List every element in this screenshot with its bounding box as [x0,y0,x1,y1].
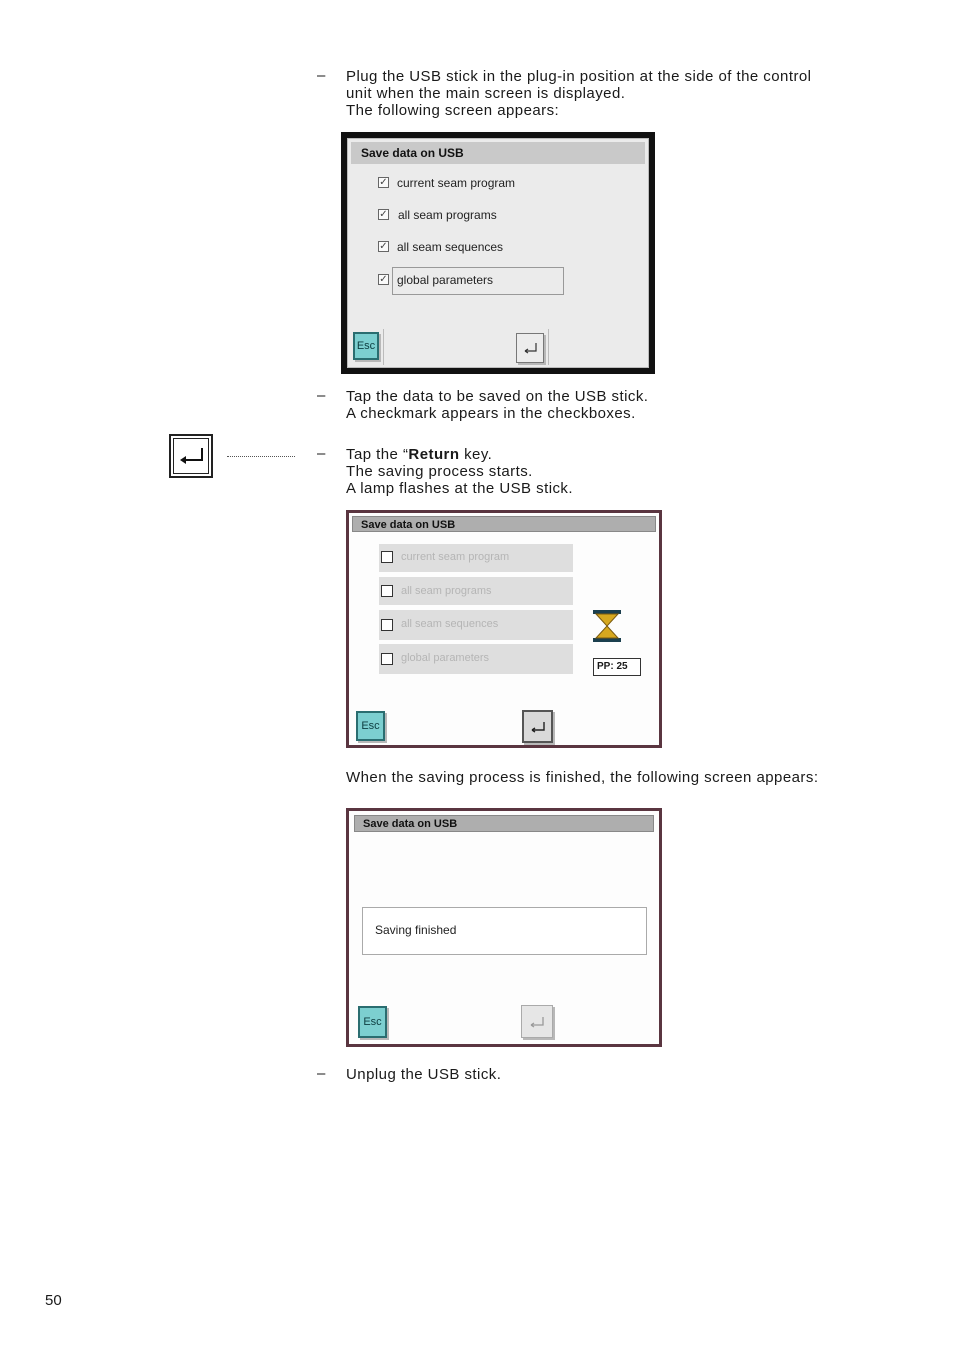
step1-line: unit when the main screen is displayed. [346,85,626,102]
step3-first-line [346,446,573,463]
return-button[interactable] [516,333,544,363]
screen2-title: Save data on USB [352,516,656,532]
step3-dash: – [317,445,326,462]
divider [548,329,549,365]
screenshot-saving-finished [346,808,662,1047]
checkbox-all-seam-sequences[interactable] [381,619,393,631]
step2-line: A checkmark appears in the checkboxes. [346,405,636,422]
return-arrow-icon [524,712,551,741]
esc-button[interactable]: Esc [358,1006,387,1038]
checkbox-all-seam-programs[interactable] [381,585,393,597]
option-label[interactable]: all seam programs [401,585,492,597]
leader-dots [227,446,295,457]
divider [383,329,384,365]
esc-button[interactable]: Esc [353,332,379,360]
message-text: Saving finished [375,923,457,937]
option-label[interactable]: all seam sequences [401,618,499,630]
message-box [362,907,647,955]
pp-counter: PP: 25 [593,658,641,676]
step3-line: The saving process starts. [346,463,533,480]
return-arrow-icon [522,1006,552,1037]
option-label[interactable]: current seam program [401,551,510,563]
option-label[interactable]: current seam program [397,176,516,190]
return-arrow-icon [517,334,543,362]
option-label[interactable]: all seam sequences [397,240,504,254]
screen1-title: Save data on USB [351,142,645,164]
checkbox-all-seam-sequences[interactable]: ✓ [379,241,388,252]
step4-dash: – [317,1065,326,1082]
step3-prefix: Tap the “ [346,446,409,463]
step4-text: Unplug the USB stick. [346,1066,502,1083]
option-label[interactable]: global parameters [401,652,490,664]
step1-dash: – [317,67,326,84]
screen3-title: Save data on USB [354,815,654,832]
checkbox-current-seam-program[interactable] [381,551,393,563]
checkbox-global-parameters[interactable]: ✓ [379,274,388,285]
step3-text [346,446,573,497]
checkbox-all-seam-programs[interactable]: ✓ [379,209,388,220]
return-arrow-icon [171,436,211,476]
finished-note: When the saving process is finished, the following screen appears: [346,769,819,786]
hourglass-icon [591,609,623,643]
step1-line: Plug the USB stick in the plug-in position at the side of the control [346,68,812,85]
option-label[interactable]: all seam programs [398,208,497,222]
page-number: 50 [45,1292,62,1309]
return-button[interactable] [522,710,553,743]
step3-suffix: key. [459,446,493,463]
step3-bold-key: Return [408,446,460,463]
option-label[interactable]: global parameters [397,273,494,287]
step2-text [346,388,648,422]
step1-text [346,68,811,119]
step3-line: A lamp flashes at the USB stick. [346,480,573,497]
step2-line: Tap the data to be saved on the USB stick. [346,388,649,405]
return-key-icon [169,434,213,478]
checkbox-global-parameters[interactable] [381,653,393,665]
screenshot-saving-progress [346,510,662,748]
return-button-disabled[interactable] [521,1005,553,1038]
step1-line: The following screen appears: [346,102,560,119]
step2-dash: – [317,387,326,404]
screenshot-select-data [341,132,655,374]
esc-button[interactable]: Esc [356,711,385,741]
checkbox-current-seam-program[interactable]: ✓ [379,177,388,188]
